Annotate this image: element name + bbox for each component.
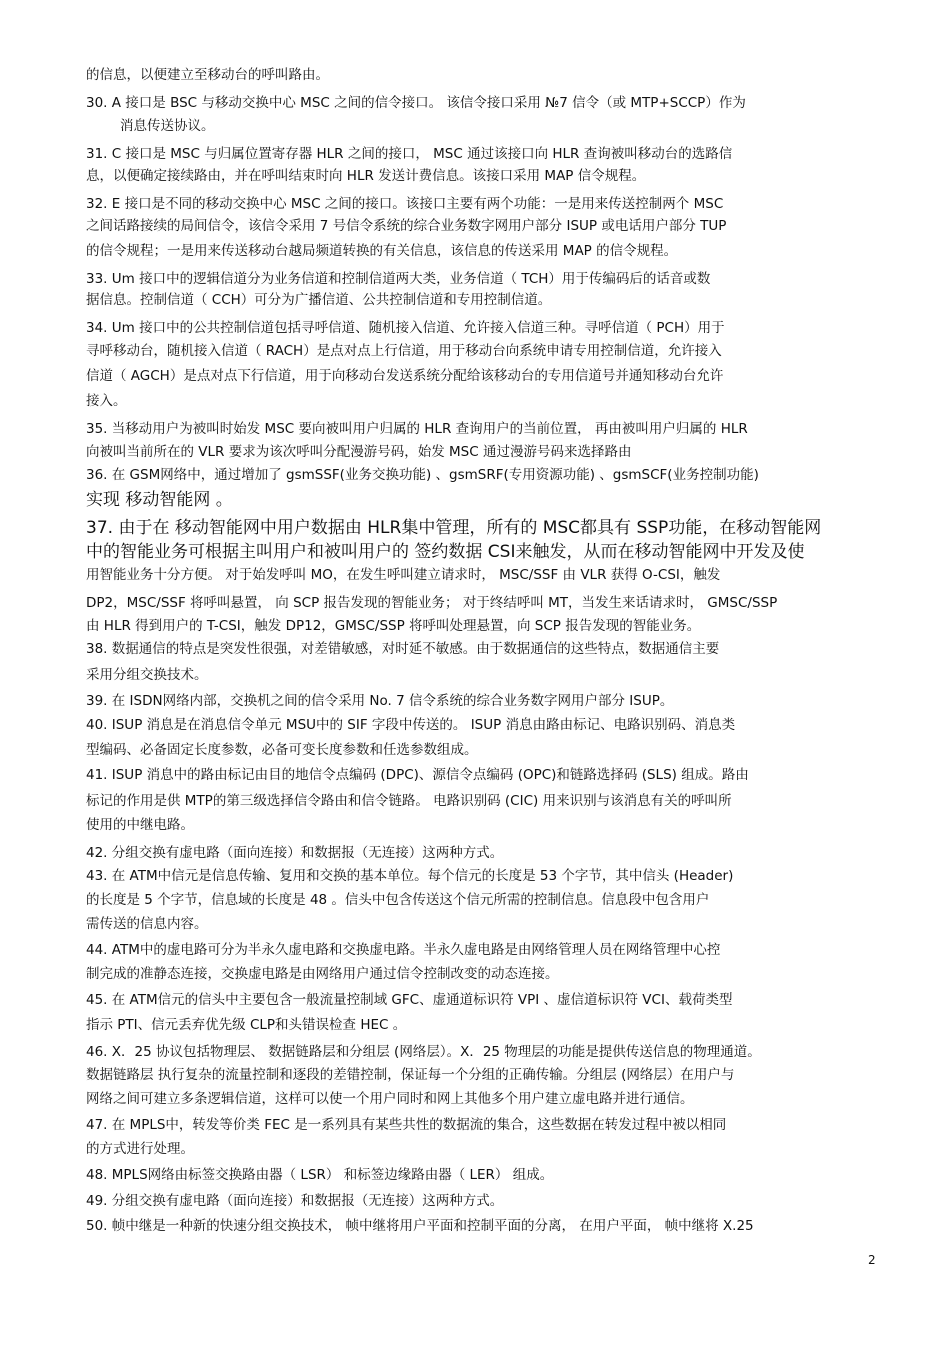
text-line: 50. 帧中继是一种新的快速分组交换技术， 帧中继将用户平面和控制平面的分离， 在用户平面， 帧中继将 X.25 [86, 1218, 754, 1234]
text-line: 制完成的准静态连接，交换虚电路是由网络用户通过信令控制改变的动态连接。 [86, 966, 559, 982]
text-line: 46. X．25 协议包括物理层、 数据链路层和分组层 (网络层）。X．25 物理层的功能是提供传送信息的物理通道。 [86, 1044, 761, 1060]
text-line: 需传送的信息内容。 [86, 916, 208, 932]
text-line: 使用的中继电路。 [86, 817, 194, 833]
text-line: 的长度是 5 个字节，信息域的长度是 48 。信头中包含传送这个信元所需的控制信息。信息段中包含用户 [86, 892, 710, 908]
text-line: 指示 PTI、信元丢弃优先级 CLP和头错误检查 HEC 。 [86, 1017, 407, 1033]
text-line: DP2，MSC/SSF 将呼叫悬置， 向 SCP 报告发现的智能业务； 对于终结呼叫 MT，当发生来话请求时， GMSC/SSP [86, 595, 778, 611]
text-line: 寻呼移动台，随机接入信道（ RACH）是点对点上行信道，用于移动台向系统申请专用控制信道，允许接入 [86, 343, 722, 359]
text-line: 43. 在 ATM中信元是信息传输、复用和交换的基本单位。每个信元的长度是 53 个字节，其中信头 (Header) [86, 868, 734, 884]
text-line: 45. 在 ATM信元的信头中主要包含一般流量控制域 GFC、虚通道标识符 VPI 、虚信道标识符 VCI、载荷类型 [86, 992, 733, 1008]
text-line: 数据链路层 执行复杂的流量控制和逐段的差错控制，保证每一个分组的正确传输。分组层 (网络层）在用户与 [86, 1067, 735, 1083]
text-line: 的信令规程；一是用来传送移动台越局频道转换的有关信息，该信息的传送采用 MAP 的信令规程。 [86, 243, 678, 259]
text-line: 的方式进行处理。 [86, 1141, 194, 1157]
text-line: 之间话路接续的局间信令，该信令采用 7 号信令系统的综合业务数字网用户部分 ISUP 或电话用户部分 TUP [86, 218, 727, 234]
text-line: 标记的作用是供 MTP的第三级选择信令路由和信令链路。 电路识别码 (CIC) 用来识别与该消息有关的呼叫所 [86, 793, 732, 809]
text-line: 42. 分组交换有虚电路（面向连接）和数据报（无连接）这两种方式。 [86, 845, 504, 861]
text-line: 41. ISUP 消息中的路由标记由目的地信令点编码 (DPC)、源信令点编码 (OPC)和链路选择码 (SLS) 组成。路由 [86, 767, 749, 783]
text-line: 据信息。控制信道（ CCH）可分为广播信道、公共控制信道和专用控制信道。 [86, 292, 552, 308]
text-line: 实现 移动智能网 。 [86, 490, 233, 510]
text-line: 31. C 接口是 MSC 与归属位置寄存器 HLR 之间的接口， MSC 通过该接口向 HLR 查询被叫移动台的选路信 [86, 146, 733, 162]
text-line: 消息传送协议。 [120, 118, 215, 134]
text-line: 用智能业务十分方便。 对于始发呼叫 MO，在发生呼叫建立请求时， MSC/SSF 由 VLR 获得 O-CSI，触发 [86, 567, 721, 583]
text-line: 接入。 [86, 393, 127, 409]
text-line: 信道（ AGCH）是点对点下行信道，用于向移动台发送系统分配给该移动台的专用信道号并通知移动台允许 [86, 368, 724, 384]
text-line: 38. 数据通信的特点是突发性很强，对差错敏感，对时延不敏感。由于数据通信的这些特点，数据通信主要 [86, 641, 720, 657]
text-line: 由 HLR 得到用户的 T-CSI，触发 DP12，GMSC/SSP 将呼叫处理悬置，向 SCP 报告发现的智能业务。 [86, 618, 701, 634]
text-line: 33. Um 接口中的逻辑信道分为业务信道和控制信道两大类，业务信道（ TCH）用于传编码后的话音或数 [86, 271, 711, 287]
text-line: 36. 在 GSM网络中，通过增加了 gsmSSF(业务交换功能) 、gsmSRF(专用资源功能) 、gsmSCF(业务控制功能) [86, 467, 759, 483]
text-line: 向被叫当前所在的 VLR 要求为该次呼叫分配漫游号码，始发 MSC 通过漫游号码来选择路由 [86, 444, 632, 460]
text-line: 34. Um 接口中的公共控制信道包括寻呼信道、随机接入信道、允许接入信道三种。寻呼信道（ PCH）用于 [86, 320, 725, 336]
text-line: 49. 分组交换有虚电路（面向连接）和数据报（无连接）这两种方式。 [86, 1193, 504, 1209]
text-line: 39. 在 ISDN网络内部，交换机之间的信令采用 No. 7 信令系统的综合业务数字网用户部分 ISUP。 [86, 693, 674, 709]
text-line: 网络之间可建立多条逻辑信道，这样可以使一个用户同时和网上其他多个用户建立虚电路并进行通信。 [86, 1091, 694, 1107]
text-line: 44. ATM中的虚电路可分为半永久虚电路和交换虚电路。半永久虚电路是由网络管理人员在网络管理中心控 [86, 942, 721, 958]
text-line: 息，以便确定接续路由，并在呼叫结束时向 HLR 发送计费信息。该接口采用 MAP 信令规程。 [86, 168, 646, 184]
text-line: 30. A 接口是 BSC 与移动交换中心 MSC 之间的信令接口。 该信令接口采用 №7 信令（或 MTP+SCCP）作为 [86, 95, 746, 111]
text-line: 47. 在 MPLS中，转发等价类 FEC 是一系列具有某些共性的数据流的集合，这些数据在转发过程中被以相同 [86, 1117, 727, 1133]
text-line: 采用分组交换技术。 [86, 667, 208, 683]
page-number: 2 [868, 1253, 876, 1267]
text-line: 37. 由于在 移动智能网中用户数据由 HLR集中管理，所有的 MSC都具有 SSP功能，在移动智能网 [86, 518, 822, 538]
text-line: 48. MPLS网络由标签交换路由器（ LSR） 和标签边缘路由器（ LER） 组成。 [86, 1167, 554, 1183]
text-line: 40. ISUP 消息是在消息信令单元 MSU中的 SIF 字段中传送的。 ISUP 消息由路由标记、电路识别码、消息类 [86, 717, 736, 733]
text-line: 的信息，以便建立至移动台的呼叫路由。 [86, 67, 329, 83]
text-line: 型编码、必备固定长度参数，必备可变长度参数和任选参数组成。 [86, 742, 478, 758]
text-line: 35. 当移动用户为被叫时始发 MSC 要向被叫用户归属的 HLR 查询用户的当前位置， 再由被叫用户归属的 HLR [86, 421, 748, 437]
text-line: 中的智能业务可根据主叫用户和被叫用户的 签约数据 CSI来触发，从而在移动智能网中开发及使 [86, 542, 805, 562]
text-line: 32. E 接口是不同的移动交换中心 MSC 之间的接口。该接口主要有两个功能：一是用来传送控制两个 MSC [86, 196, 724, 212]
